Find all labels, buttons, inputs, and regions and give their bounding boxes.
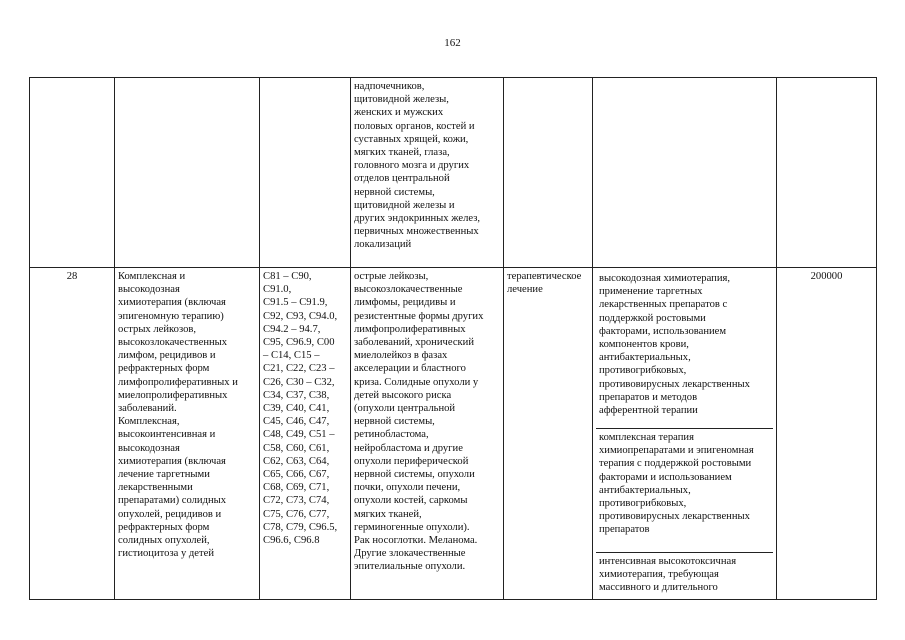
row-number-cell	[30, 78, 115, 268]
table-row	[30, 78, 877, 268]
row-number-cell: 28	[30, 268, 115, 600]
patient-model-cell	[351, 78, 504, 268]
services-table	[29, 77, 877, 600]
patient-model-text: острые лейкозы, высокозлокачественные лимфомы, рецидивы и резистентные формы других лимфопролиферативных заболеваний, хронический миелолейкоз в фазах акселерации и бластного криза. Солидные опухоли у детей высокого риска (опухоли центральной нервной системы, ретинобластома, нейробластома и другие опухоли периферической нервной системы, опухоли почки, опухоли печени, опухоли костей, саркомы мягких тканей, герминогенные опухоли). Рак носоглотки. Меланома. Другие злокачественные эпителиальные опухоли.	[354, 271, 484, 573]
icd-codes-cell	[260, 78, 351, 268]
service-name-cell	[115, 78, 260, 268]
treatment-method-block: интенсивная высокотоксичная химиотерапия, требующая массивного и длительного	[599, 556, 737, 594]
icd-codes-cell	[260, 268, 351, 600]
page-number: 162	[444, 37, 461, 49]
patient-model-cell	[351, 268, 504, 600]
patient-model-text: надпочечников, щитовидной железы, женских и мужских половых органов, костей и суставных хрящей, кожи, мягких тканей, глаза, головного мозга и других отделов центральной нервной системы, щитовидной железы и других эндокринных желез, первичных множественных локализаций	[354, 81, 481, 251]
treatment-type-text: терапевтическое лечение	[507, 271, 582, 296]
treatment-method-cell	[593, 78, 777, 268]
treatment-method-cell	[593, 268, 777, 600]
cost-cell	[777, 78, 877, 268]
treatment-method-block: высокодозная химиотерапия, применение таргетных лекарственных препаратов с поддержкой ростовыми факторами, использованием компонентов крови, антибактериальных, противогрибковых, противовирусных лекарственных препаратов и методов афферентной терапии	[596, 270, 773, 429]
service-name-text: Комплексная и высокодозная химиотерапия (включая эпигеномную терапию) острых лейкозов, высокозлокачественных лимфом, рецидивов и рефрактерных форм лимфопролиферативных и миелопролиферативных заболеваний. Комплексная, высокоинтенсивная и высокодозная химиотерапия (включая лечение таргетными лекарственными препаратами) солидных опухолей, рецидивов и рефрактерных форм солидных опухолей, гистиоцитоза у детей	[118, 271, 238, 560]
service-name-cell	[115, 268, 260, 600]
cost-cell: 200000	[777, 268, 877, 600]
treatment-type-cell	[504, 78, 593, 268]
table-row	[30, 268, 877, 600]
treatment-method-block: комплексная терапия химиопрепаратами и эпигеномная терапия с поддержкой ростовыми факторами и использованием антибактериальных, противогрибковых, противовирусных лекарственных препаратов	[596, 429, 773, 553]
treatment-type-cell	[504, 268, 593, 600]
icd-codes-text: C81 – C90, C91.0, C91.5 – C91.9, C92, C93, C94.0, C94.2 – 94.7, C95, C96.9, C00 – C14, C15 – C21, C22, C23 – C26, C30 – C32, C34, C37, C38, C39, C40, C41, C45, C46, C47, C48, C49, C51 – C58, C60, C61, C62, C63, C64, C65, C66, C67, C68, C69, C71, C72, C73, C74, C75, C76, C77, C78, C79, C96.5, C96.6, C96.8	[263, 271, 338, 547]
